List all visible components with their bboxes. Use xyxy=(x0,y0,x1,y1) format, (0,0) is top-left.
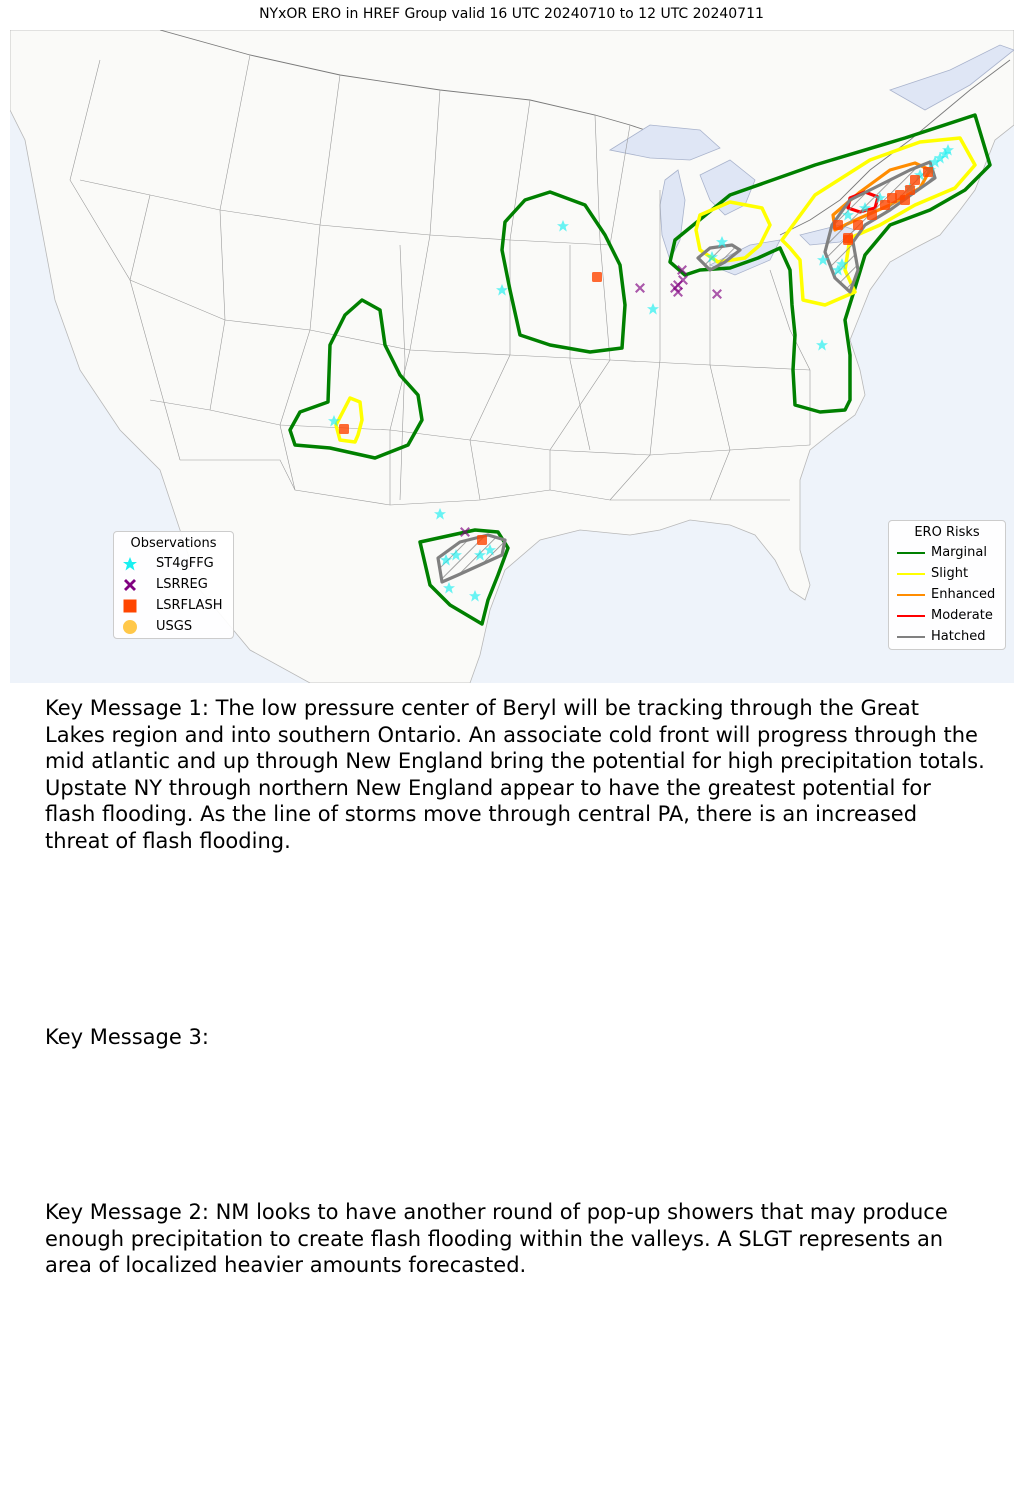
marginal-line-swatch xyxy=(897,552,925,554)
hatched-line-swatch xyxy=(897,636,925,638)
circle-icon xyxy=(122,619,156,635)
key-message-3: Key Message 3: xyxy=(45,1025,209,1049)
lsrflash-marker xyxy=(477,535,487,545)
legend-label-enhanced: Enhanced xyxy=(931,587,996,602)
lsrflash-marker xyxy=(853,220,863,230)
enhanced-line-swatch xyxy=(897,594,925,596)
lsrflash-marker xyxy=(910,175,920,185)
legend-label-hatched: Hatched xyxy=(931,629,986,644)
legend-label-marginal: Marginal xyxy=(931,545,987,560)
lsrflash-marker xyxy=(867,210,877,220)
legend-item-slight xyxy=(897,563,997,584)
legend-label-st4gffg: ST4gFFG xyxy=(156,556,214,571)
lsrflash-marker xyxy=(923,167,933,177)
lsrflash-marker xyxy=(900,195,910,205)
lsrflash-marker xyxy=(905,185,915,195)
slight-line-swatch xyxy=(897,573,925,575)
legend-item-st4gffg xyxy=(122,553,225,574)
legend-label-moderate: Moderate xyxy=(931,608,993,623)
legend-label-lsrflash: LSRFLASH xyxy=(156,598,223,613)
ero-risks-legend-title: ERO Risks xyxy=(914,525,980,540)
moderate-line-swatch xyxy=(897,615,925,617)
lsrflash-marker xyxy=(833,220,843,230)
legend-item-usgs xyxy=(122,616,225,637)
observations-legend-title: Observations xyxy=(130,536,217,551)
lsrflash-marker xyxy=(592,272,602,282)
legend-label-lsrreg: LSRREG xyxy=(156,577,208,592)
square-icon xyxy=(122,598,156,614)
legend-item-enhanced xyxy=(897,584,997,605)
ero-risks-legend xyxy=(888,520,1006,650)
key-message-1: Key Message 1: The low pressure center of Beryl will be tracking through the Great Lakes region and into southern Ontario. An associate cold front will progress through the mid atlantic and up through New England bring the potential for high precipitation totals. Upstate NY through northern New England appear to have the greatest potential for flash flooding. As the line of storms move through central PA, there is an increased threat of flash flooding. xyxy=(45,696,985,853)
star-icon xyxy=(122,556,156,572)
legend-item-moderate xyxy=(897,605,997,626)
legend-label-slight: Slight xyxy=(931,566,969,581)
lsrflash-marker xyxy=(843,235,853,245)
legend-item-lsrreg xyxy=(122,574,225,595)
x-marker-icon xyxy=(122,577,156,593)
lsrflash-marker xyxy=(887,193,897,203)
legend-item-hatched xyxy=(897,626,997,647)
observations-legend xyxy=(113,531,234,639)
legend-item-marginal xyxy=(897,542,997,563)
legend-label-usgs: USGS xyxy=(156,619,193,634)
legend-item-lsrflash xyxy=(122,595,225,616)
lsrflash-marker xyxy=(339,424,349,434)
map-title: NYxOR ERO in HREF Group valid 16 UTC 20240710 to 12 UTC 20240711 xyxy=(259,6,764,22)
key-message-2: Key Message 2: NM looks to have another round of pop-up showers that may produce enough precipitation to create flash flooding within the valleys. A SLGT represents an area of localized heavier amounts forecasted. xyxy=(45,1200,948,1277)
